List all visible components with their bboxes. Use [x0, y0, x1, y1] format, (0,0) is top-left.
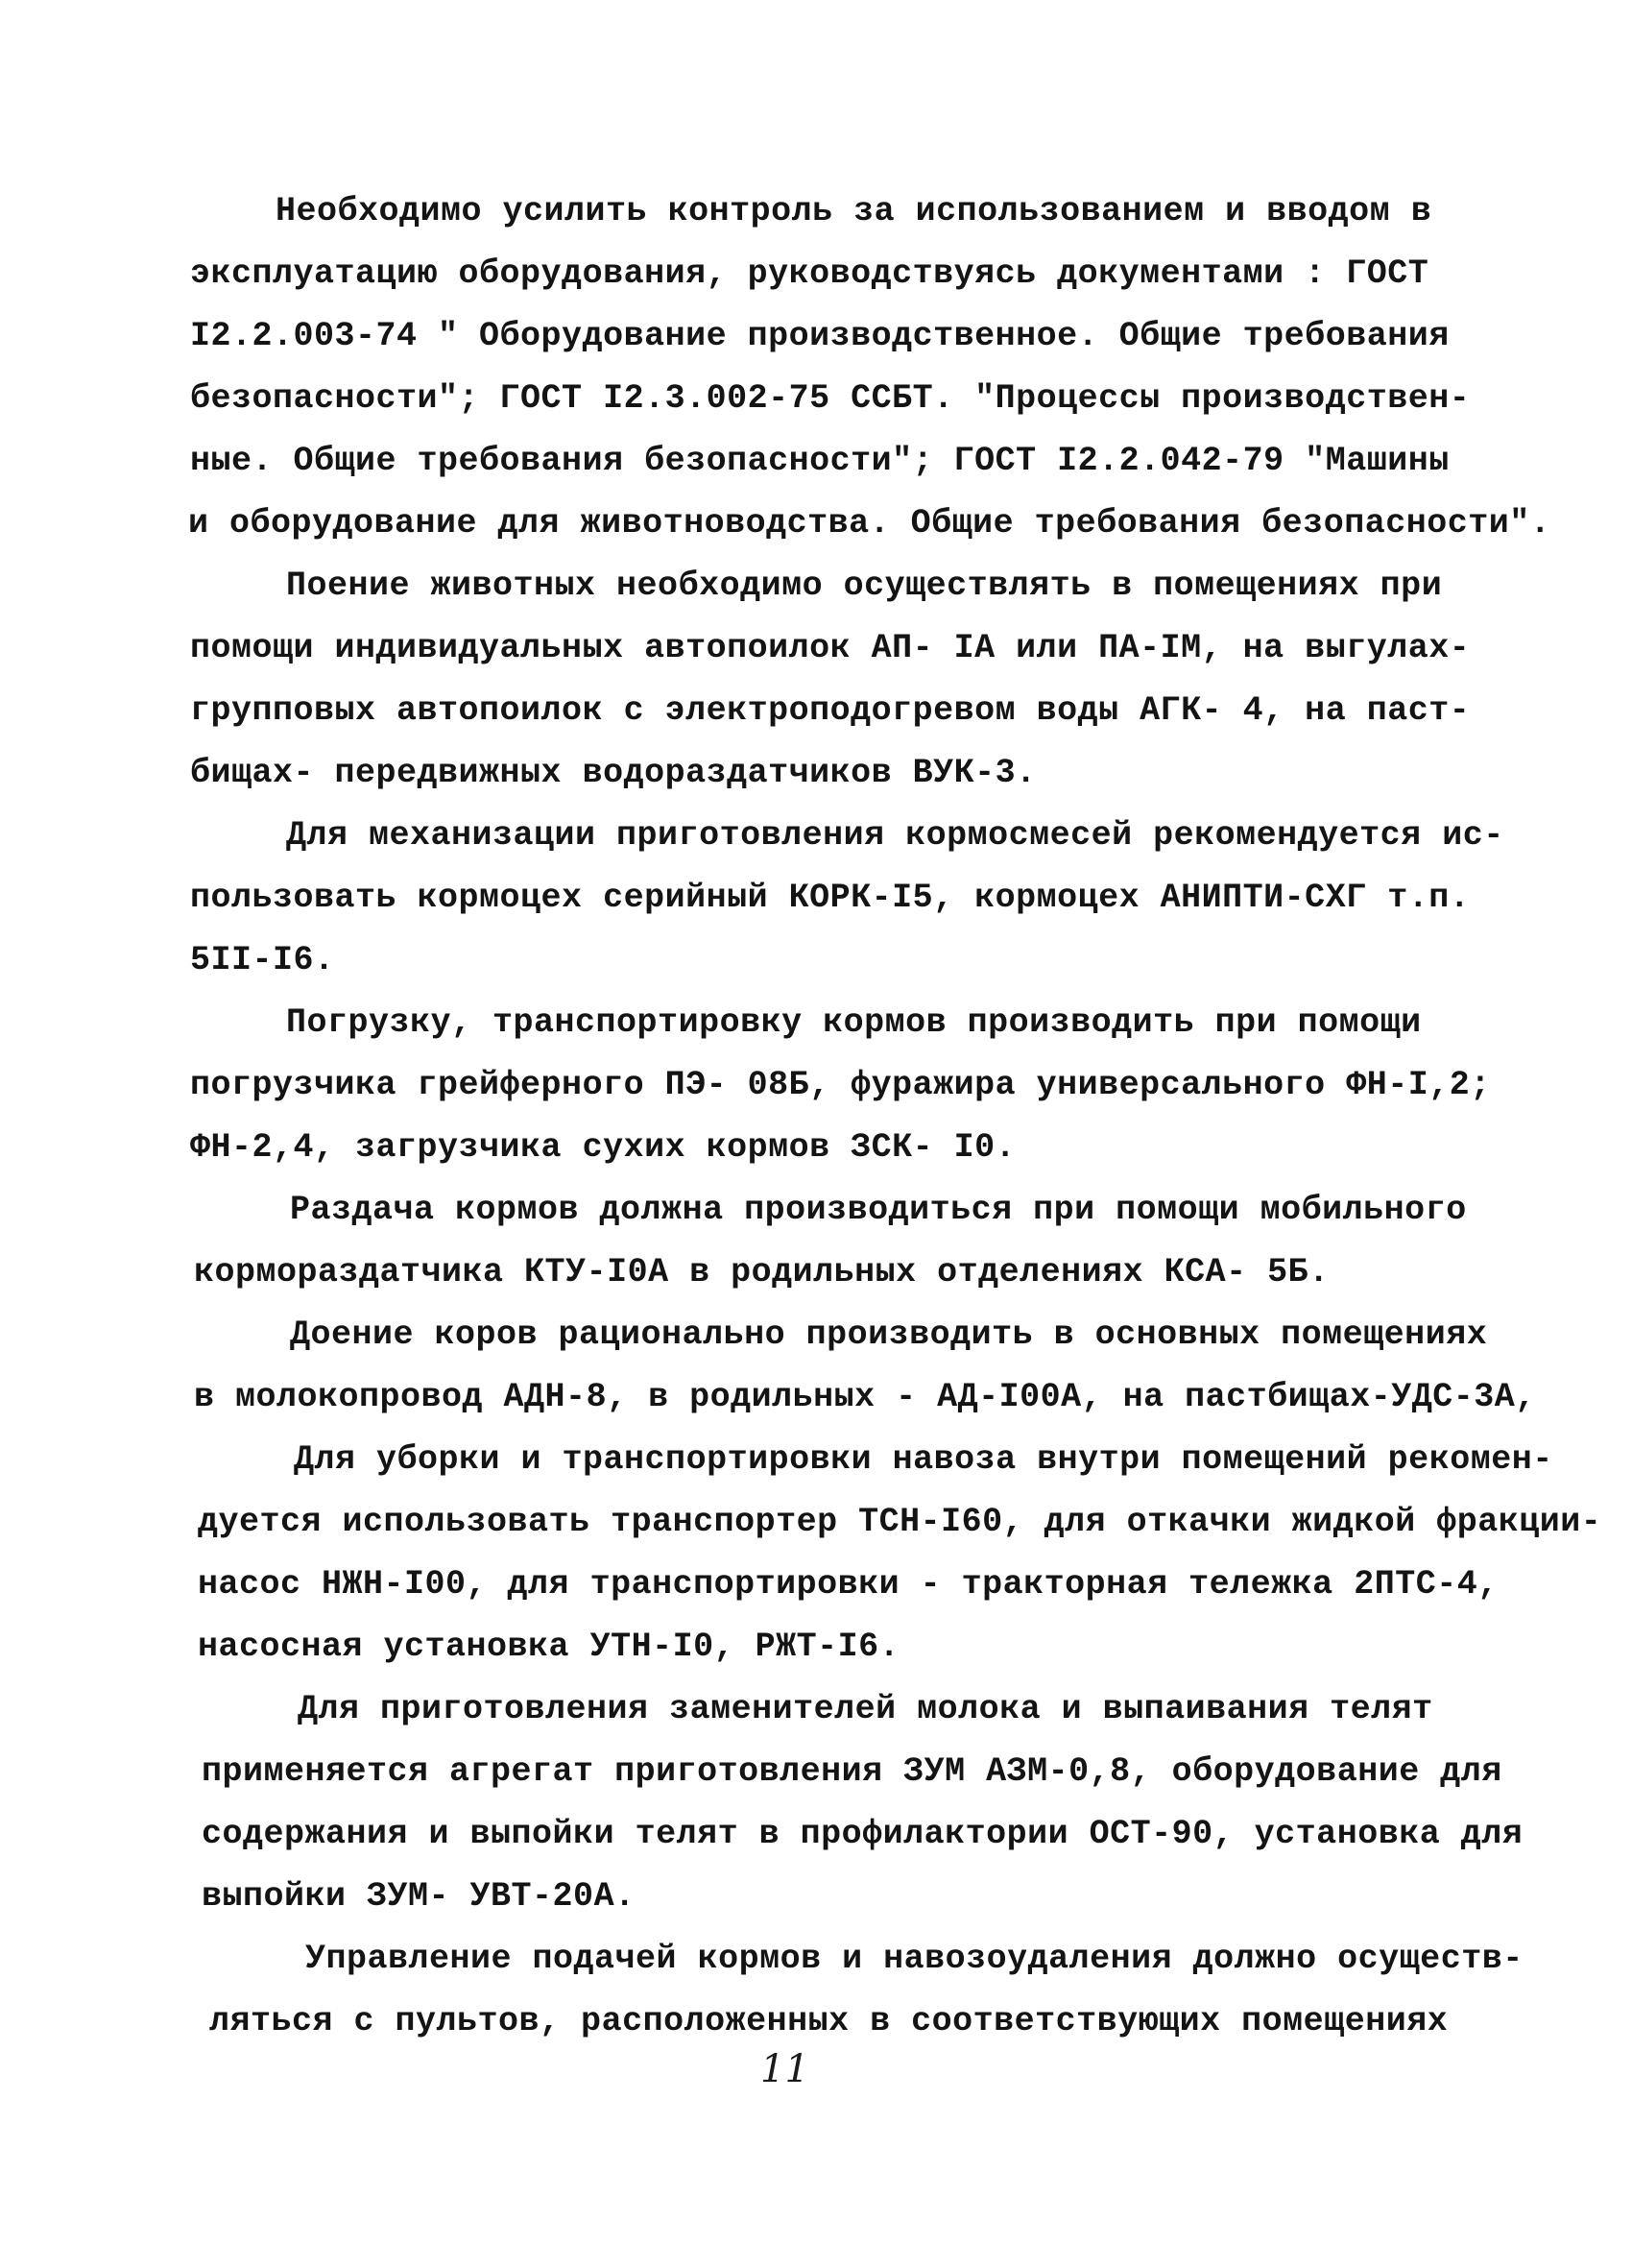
- text-line: ные. Общие требования безопасности"; ГОСТ I2.2.042-79 "Машины: [190, 442, 1450, 480]
- text-line: 5II-I6.: [190, 941, 335, 979]
- text-line: ФН-2,4, загрузчика сухих кормов ЗСК- I0.: [190, 1128, 1017, 1167]
- text-line: бищах- передвижных водораздатчиков ВУК-3.: [190, 754, 1037, 792]
- text-line: Поение животных необходимо осуществлять в помещениях при: [286, 567, 1443, 605]
- text-line: пользовать кормоцех серийный КОРК-I5, кормоцех АНИПТИ-СХГ т.п.: [190, 879, 1471, 917]
- text-line: погрузчика грейферного ПЭ- 08Б, фуражира универсального ФН-I,2;: [190, 1066, 1491, 1104]
- text-line: Управление подачей кормов и навозоудаления должно осуществ-: [305, 1940, 1524, 1978]
- text-line: применяется агрегат приготовления ЗУМ АЗМ-0,8, оборудование для: [202, 1752, 1502, 1791]
- text-line: помощи индивидуальных автопоилок АП- IА или ПА-IМ, на выгулах-: [190, 629, 1471, 667]
- page-number: 11: [760, 2047, 809, 2091]
- text-line: Доение коров рационально производить в основных помещениях: [290, 1315, 1488, 1354]
- text-line: Для механизации приготовления кормосмесей рекомендуется ис-: [286, 816, 1504, 855]
- text-line: Для приготовления заменителей молока и выпаивания телят: [298, 1690, 1433, 1728]
- text-line: выпойки ЗУМ- УВТ-20А.: [202, 1877, 636, 1916]
- text-line: содержания и выпойки телят в профилактории ОСТ-90, установка для: [202, 1815, 1524, 1853]
- text-line: групповых автопоилок с электроподогревом воды АГК- 4, на паст-: [190, 691, 1471, 730]
- text-line: насосная установка УТН-I0, РЖТ-I6.: [198, 1628, 900, 1666]
- text-line: в молокопровод АДН-8, в родильных - АД-I00А, на пастбищах-УДС-3А,: [194, 1378, 1536, 1416]
- text-line: кормораздатчика КТУ-I0А в родильных отделениях КСА- 5Б.: [194, 1253, 1330, 1291]
- text-line: I2.2.003-74 " Оборудование производственное. Общие требования: [190, 317, 1450, 355]
- text-line: дуется использовать транспортер ТСН-I60, для откачки жидкой фракции-: [198, 1503, 1602, 1541]
- text-line: Раздача кормов должна производиться при помощи мобильного: [290, 1191, 1467, 1229]
- text-line: эксплуатацию оборудования, руководствуясь документами : ГОСТ: [190, 254, 1429, 293]
- text-line: Необходимо усилить контроль за использованием и вводом в: [276, 192, 1432, 230]
- text-line: ляться с пультов, расположенных в соответствующих помещениях: [209, 2002, 1449, 2040]
- text-line: Погрузку, транспортировку кормов производить при помощи: [286, 1003, 1422, 1042]
- text-line: и оборудование для животноводства. Общие требования безопасности".: [188, 504, 1551, 543]
- text-line: Для уборки и транспортировки навоза внутри помещений рекомен-: [294, 1440, 1553, 1479]
- text-line: безопасности"; ГОСТ I2.3.002-75 ССБТ. "Процессы производствен-: [190, 379, 1471, 418]
- text-line: насос НЖН-I00, для транспортировки - тракторная тележка 2ПТС-4,: [198, 1565, 1499, 1604]
